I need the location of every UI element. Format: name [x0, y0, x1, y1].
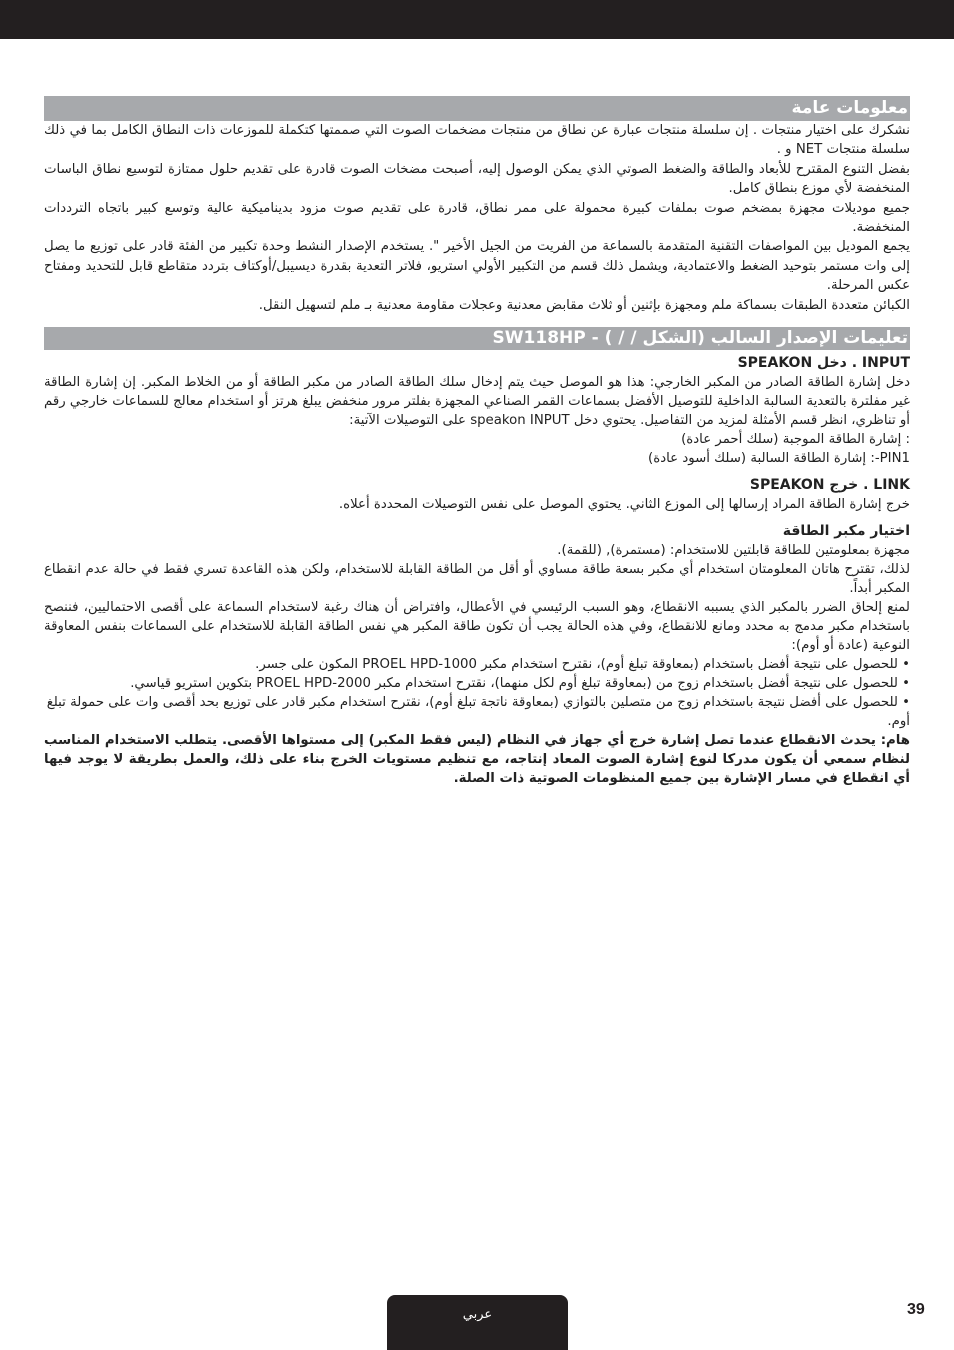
- page-content: [44, 96, 910, 788]
- amp-bullet-1: • للحصول على نتيجة أفضل باستخدام (بمعاوقة تبلغ أوم)، نقترح استخدام مكبر PROEL HPD-1000 المكون على جسر.: [255, 657, 910, 673]
- section-title-general: معلومات عامة: [44, 96, 910, 121]
- top-bar: [0, 0, 954, 39]
- input-pin-positive: : إشارة الطاقة الموجبة (سلك أحمر عادة): [681, 432, 910, 448]
- amp-bullet-2: • للحصول على نتيجة أفضل باستخدام زوج من (بمعاوقة تبلغ أوم لكل منهما)، نقترح استخدام مكبر PROEL HPD-2000 بتكوين استريو قياسي.: [130, 676, 910, 692]
- link-paragraph: خرج إشارة الطاقة المراد إرسالها إلى الموزع الثاني. يحتوي الموصل على نفس التوصيلات المحددة أعلاه.: [338, 497, 910, 513]
- amp-paragraph-2: لذلك، تقترح هاتان المعلومتان استخدام أي مكبر بسعة طاقة مساوي أو أقل من الطاقة القابلة للاستخدام، ولكن هذه القاعدة تسري فقط في حالة عدم انقطاع المكبر أبداً.: [44, 562, 910, 597]
- amp-paragraph-1: مجهزة بمعلومتين للطاقة قابلتين للاستخدام: (مستمرة), (للقمة).: [557, 543, 910, 559]
- input-paragraph: دخل إشارة الطاقة الصادر من المكبر الخارجي: هذا هو الموصل حيث يتم إدخال سلك الطاقة الصادر من مكبر الطاقة أو من الخلاط المكبر. إن إشارة الطاقة غير مفلترة بالتعدية السالبة الداخلية للتوصيل الأفضل بسماعات القمر الصناعي المجهزة بفلتر مرور منخفض يبلغ هرتز أو استخدام معالج للسماعات خارجي رقم أو تناظري، انظر قسم الأمثلة لمزيد من التفاصيل. يحتوي دخل speakon INPUT على التوصيلات الآتية:: [44, 375, 910, 429]
- section-title-instructions: تعليمات الإصدار السالب (الشكل / / ) - SW118HP: [44, 327, 910, 350]
- amp-bullet-3: • للحصول على أفضل نتيجة باستخدام زوج من متصلين بالتوازي (بمعاوقة ناتجة تبلغ أوم)، نقترح استخدام مكبر قادر على توزيع بحد أقصى وات على حمولة تبلغ أوم.: [46, 695, 910, 730]
- amp-heading: اختيار مكبر الطاقة: [782, 523, 910, 540]
- page-number: 39: [907, 1301, 925, 1318]
- input-heading: INPUT . دخل SPEAKON: [737, 355, 910, 372]
- general-paragraph-1: نشكرك على اختيار منتجات . إن سلسلة منتجات عبارة عن نطاق من منتجات مضخمات الصوت التي صممتها كتكملة للموزعات ذات النطاق الكامل بما في ذلك سلسلة منتجات NET و .: [44, 123, 910, 158]
- general-paragraph-3: جميع موديلات مجهزة بمضخم صوت بملفات كبيرة محمولة على ممر نطاق، قادرة على تقديم صوت مزود بديناميكية عالية وتوسع كبير باتجاه الترددات المنخفضة.: [44, 200, 910, 236]
- general-paragraph-2: بفضل التنوع المقترح للأبعاد والطاقة والضغط الصوتي الذي يمكن الوصول إليه، أصبحت مضخات الصوت قادرة على تقديم حلول ممتازة لتوسيع نطاق الباسات المنخفضة لأي موزع بنطاق كامل.: [44, 161, 910, 197]
- general-paragraph-5: الكبائن متعددة الطبقات بسماكة ملم ومجهزة بإثنين أو ثلاث مقابض معدنية وعجلات مقاومة معدنية بـ ملم لتسهيل النقل.: [258, 297, 910, 313]
- amp-paragraph-3: لمنع إلحاق الضرر بالمكبر الذي يسببه الانقطاع، وهو السبب الرئيسي في الأعطال، وافتراض أن هناك رغبة لاستخدام السماعة على أقصى الاحتماليين، فننصح باستخدام مكبر مدمج به محدد ومانع للانقطاع، وفي هذه الحالة يجب أن تكون طاقة المكبر هي نفس الطاقة القابلة للاستخدام على السماعات بنفس المعاوقة النوعية (عادة أو أوم):: [44, 600, 910, 654]
- input-pin-negative: PIN1-: إشارة الطاقة السالبة (سلك أسود عادة): [648, 451, 910, 467]
- important-note: هام: يحدث الانقطاع عندما تصل إشارة خرج أي جهاز في النظام (ليس فقط المكبر) إلى مستواها الأقصى. يتطلب الاستخدام المناسب لنظام سمعي أن يكون مدركا لنوع إشارة الصوت المعاد إنتاجه، مع تنظيم مستويات الخرج بناء على ذلك، والعمل بطريقة لا يوجد فيها أي انقطاع في مسار الإشارة بين جميع المنظومات الصوتية ذات الصلة.: [44, 733, 910, 787]
- link-heading: LINK . خرج SPEAKON: [749, 477, 910, 494]
- language-label: عربي: [462, 1307, 493, 1322]
- general-paragraph-4: يجمع الموديل بين المواصفات التقنية المتقدمة بالسماعة من الفريت من الجيل الأخير ". يستخدم الإصدار النشط وحدة تكبير من الفئة قادر على توزيع ما يصل إلى وات مستمر بتوحيد الضغط والاعتمادية، ويشمل ذلك قسم من التكبير الأولي استريو، فلاتر التعدية بقدرة ديسيبل/أوكتاف بتردد متقاطع قابل للتحديد ومفتاح عكس المرحلة.: [44, 239, 910, 294]
- language-tab: [387, 1295, 568, 1350]
